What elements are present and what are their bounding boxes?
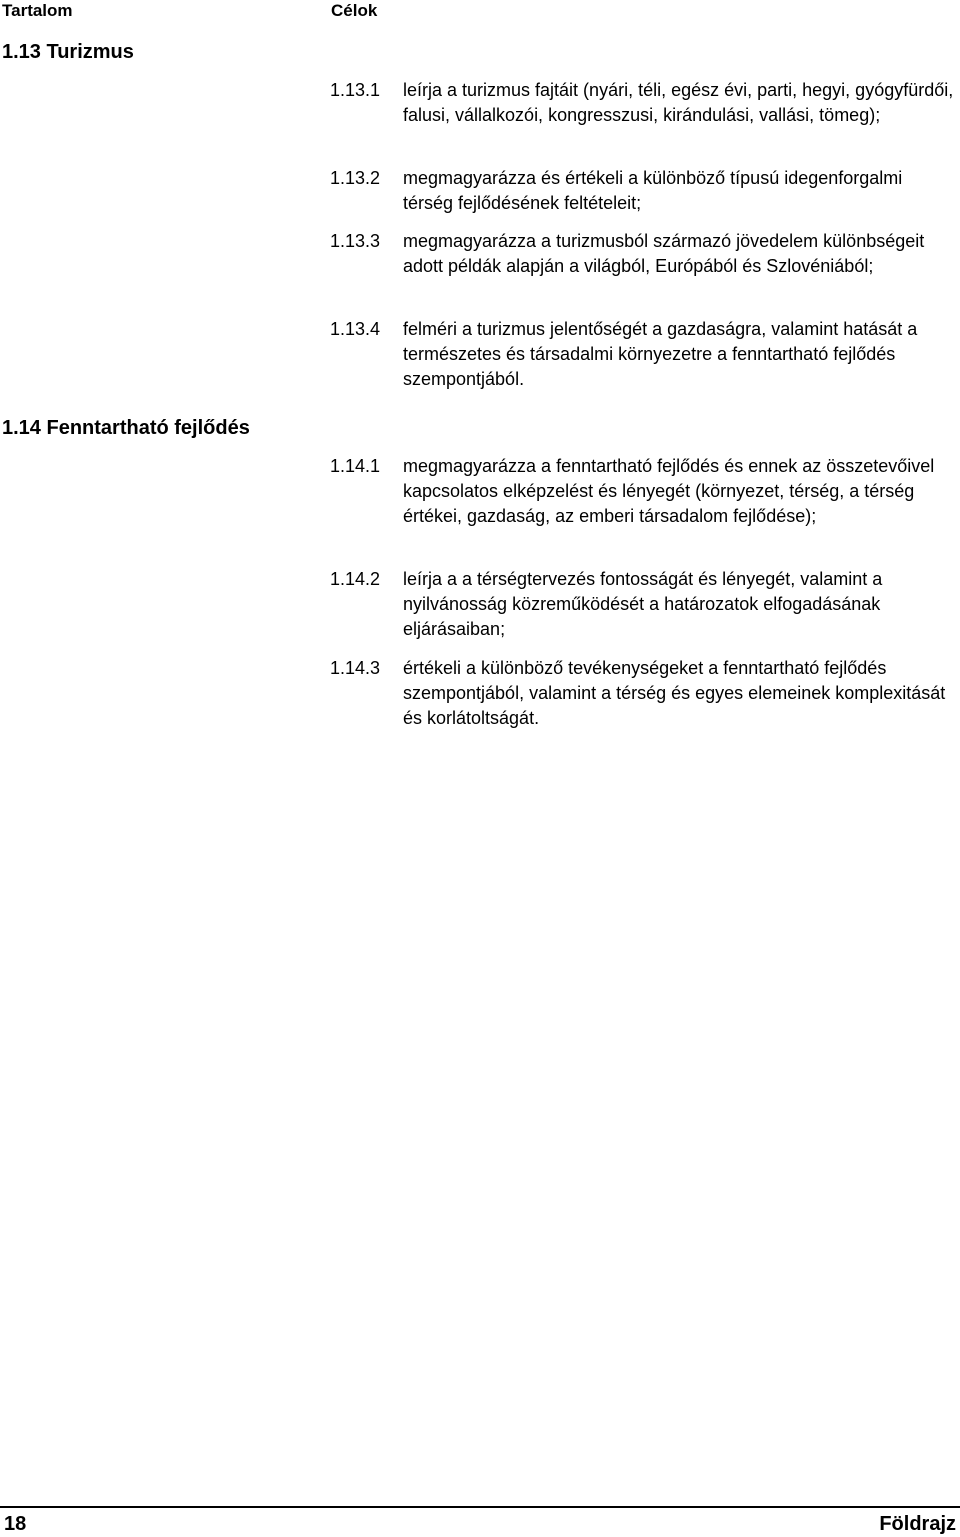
objective-text: értékeli a különböző tevékenységeket a fenntartható fejlődés szempontjából, valamint a térség és egyes elemeinek komplexitását és korlátoltságát.	[403, 658, 946, 728]
objective-number: 1.14.3	[330, 658, 381, 678]
column-header-content: Tartalom	[2, 1, 73, 20]
objective-item	[330, 656, 955, 731]
objective-item	[330, 454, 955, 529]
objective-number: 1.14.2	[330, 569, 381, 589]
objective-text: megmagyarázza és értékeli a különböző típusú idegenforgalmi térség fejlődésének feltételeit;	[403, 168, 903, 213]
objective-number: 1.13.2	[330, 168, 381, 188]
objective-text: megmagyarázza a fenntartható fejlődés és ennek az összetevőivel kapcsolatos elképzelést és lényegét (környezet, térség, a térség értékei, gazdaság, az emberi társadalom fejlődése);	[403, 456, 935, 526]
subject-name: Földrajz	[879, 1513, 956, 1535]
objective-number: 1.13.3	[330, 231, 381, 251]
column-header-goals: Célok	[331, 1, 378, 20]
objective-item	[330, 78, 955, 128]
objective-number: 1.13.1	[330, 80, 381, 100]
objective-item	[330, 166, 955, 216]
objective-item	[330, 567, 955, 642]
section-title-sustainable-development: 1.14 Fenntartható fejlődés	[2, 417, 250, 439]
objective-item	[330, 229, 955, 279]
footer-divider	[0, 1506, 960, 1508]
objective-text: leírja a a térségtervezés fontosságát és lényegét, valamint a nyilvánosság közreműködését a határozatok elfogadásának eljárásaiban;	[403, 569, 883, 639]
objective-text: megmagyarázza a turizmusból származó jövedelem különbségeit adott példák alapján a világból, Európából és Szlovéniából;	[403, 231, 925, 276]
page-number: 18	[4, 1513, 27, 1535]
objective-text: leírja a turizmus fajtáit (nyári, téli, egész évi, parti, hegyi, gyógyfürdői, falusi, vállalkozói, kongresszusi, kirándulási, vallási, tömeg);	[403, 80, 954, 125]
objective-number: 1.13.4	[330, 319, 381, 339]
section-title-tourism: 1.13 Turizmus	[2, 41, 134, 63]
objective-item	[330, 317, 955, 392]
objective-number: 1.14.1	[330, 456, 381, 476]
objective-text: felméri a turizmus jelentőségét a gazdaságra, valamint hatását a természetes és társadalmi környezetre a fenntartható fejlődés szempontjából.	[403, 319, 918, 389]
